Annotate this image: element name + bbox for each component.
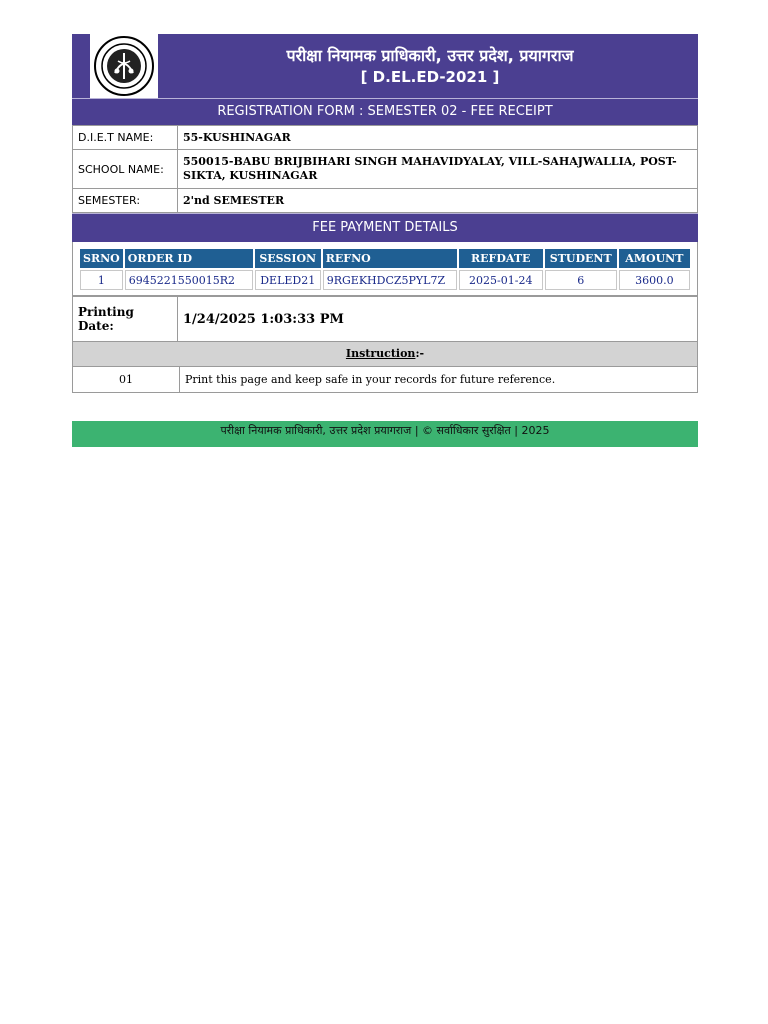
instruction-table: [72, 367, 698, 393]
info-table: [72, 125, 698, 213]
header-title: परीक्षा नियामक प्राधिकारी, उत्तर प्रदेश, प्रयागराज: [286, 46, 574, 65]
col-order-id: ORDER ID: [125, 249, 253, 268]
receipt-page: [72, 34, 698, 393]
printing-date-value: 1/24/2025 1:03:33 PM: [178, 297, 698, 342]
col-student: STUDENT: [545, 249, 617, 268]
cell-student: 6: [545, 270, 617, 290]
instruction-heading-suffix: :-: [415, 347, 425, 360]
printing-date-label: Printing Date:: [73, 297, 178, 342]
header-subtitle: [ D.EL.ED-2021 ]: [360, 68, 500, 86]
diet-label: D.I.E.T NAME:: [73, 126, 178, 150]
diet-value: 55-KUSHINAGAR: [178, 126, 698, 150]
logo-box: [90, 34, 158, 98]
fee-table-header: [80, 249, 690, 268]
fee-table-wrapper: [72, 242, 698, 296]
col-refno: REFNO: [323, 249, 457, 268]
school-value: 550015-BABU BRIJBIHARI SINGH MAHAVIDYALAY, VILL-SAHAJWALLIA, POST-SIKTA, KUSHINAGAR: [178, 150, 698, 189]
col-refdate: REFDATE: [459, 249, 543, 268]
instruction-number: 01: [73, 367, 180, 393]
cell-refdate: 2025-01-24: [459, 270, 543, 290]
instruction-text: Print this page and keep safe in your records for future reference.: [180, 367, 698, 393]
instruction-heading-text: Instruction: [345, 347, 416, 360]
cell-srno: 1: [80, 270, 123, 290]
col-session: SESSION: [255, 249, 321, 268]
registration-band: REGISTRATION FORM : SEMESTER 02 - FEE RECEIPT: [72, 98, 698, 125]
diet-row: [73, 126, 698, 150]
school-row: [73, 150, 698, 189]
instruction-row: [73, 367, 698, 393]
cell-session: DELED21: [255, 270, 321, 290]
instruction-heading: [72, 342, 698, 367]
semester-value: 2'nd SEMESTER: [178, 189, 698, 213]
printing-date-row: [73, 297, 698, 342]
cell-amount: 3600.0: [619, 270, 690, 290]
col-amount: AMOUNT: [619, 249, 690, 268]
footer-bar: परीक्षा नियामक प्राधिकारी, उत्तर प्रदेश प्रयागराज | © सर्वाधिकार सुरक्षित | 2025: [72, 421, 698, 447]
semester-row: [73, 189, 698, 213]
table-row: [80, 270, 690, 290]
up-government-seal-icon: [93, 35, 155, 97]
header-bar: [72, 34, 698, 98]
col-srno: SRNO: [80, 249, 123, 268]
cell-order-id: 6945221550015R2: [125, 270, 253, 290]
cell-refno: 9RGEKHDCZ5PYL7Z: [323, 270, 457, 290]
semester-label: SEMESTER:: [73, 189, 178, 213]
printing-date-table: [72, 296, 698, 342]
school-label: SCHOOL NAME:: [73, 150, 178, 189]
fee-band: FEE PAYMENT DETAILS: [72, 213, 698, 242]
fee-table: [78, 247, 692, 292]
